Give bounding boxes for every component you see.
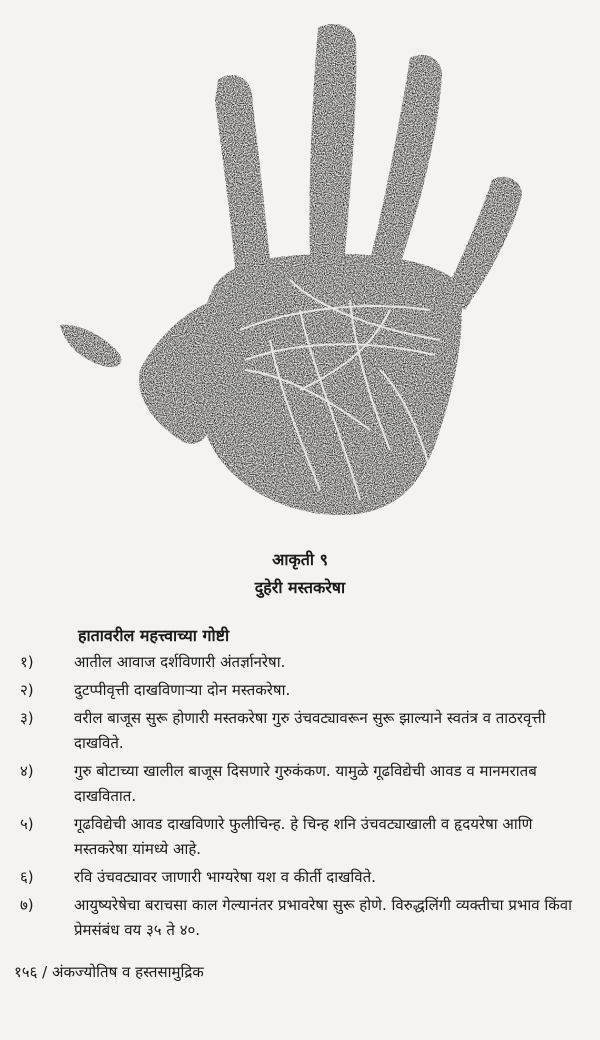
point-text: दुटप्पीवृत्ती दाखविणाऱ्या दोन मस्तकरेषा. — [74, 681, 291, 699]
point-text: वरील बाजूस सुरू होणारी मस्तकरेषा गुरु उंचवट्यावरून सुरू झाल्याने स्वतंत्र व ताठरवृत्ती दाखविते. — [74, 709, 546, 752]
point-text: आयुष्यरेषेचा बराचसा काल गेल्यानंतर प्रभावरेषा सुरू होणे. विरुद्धलिंगी व्यक्तीचा प्रभाव किंवा प्रेमसंबंध वय ३५ ते ४०. — [74, 896, 573, 939]
section-heading: हातावरील महत्त्वाच्या गोष्टी — [78, 626, 230, 645]
point-text: गुरु बोटाच्या खालील बाजूस दिसणारे गुरुकंकण. यामुळे गूढविद्येची आवड व मानमरातब दाखवितात. — [74, 762, 537, 805]
point-text: रवि उंचवट्यावर जाणारी भाग्यरेषा यश व कीर्ती दाखविते. — [74, 868, 376, 886]
list-item — [14, 678, 594, 703]
point-number: ४) — [20, 762, 34, 780]
page-footer: १५६ / अंकज्योतिष व हस्तसामुद्रिक — [14, 963, 204, 981]
points-list — [14, 650, 594, 946]
point-number: ६) — [20, 868, 34, 886]
palm-silhouette — [60, 24, 522, 515]
figure-title: दुहेरी मस्तकरेषा — [254, 578, 346, 597]
list-item — [14, 812, 594, 862]
point-text: आतील आवाज दर्शविणारी अंतर्ज्ञानरेषा. — [74, 653, 286, 671]
point-number: ७) — [20, 896, 34, 914]
palm-print-illustration — [40, 10, 580, 530]
figure-number: आकृती ९ — [272, 550, 328, 569]
point-number: ३) — [20, 709, 34, 727]
list-item — [14, 759, 594, 809]
point-number: २) — [20, 681, 34, 699]
list-item — [14, 706, 594, 756]
point-text: गूढविद्येची आवड दाखविणारे फुलीचिन्ह. हे चिन्ह शनि उंचवट्याखाली व हृदयरेषा आणि मस्तकरेषा यांमध्ये आहे. — [74, 815, 533, 858]
point-number: ५) — [20, 815, 34, 833]
point-number: १) — [20, 653, 34, 671]
list-item — [14, 650, 594, 675]
list-item — [14, 893, 594, 943]
list-item — [14, 865, 594, 890]
